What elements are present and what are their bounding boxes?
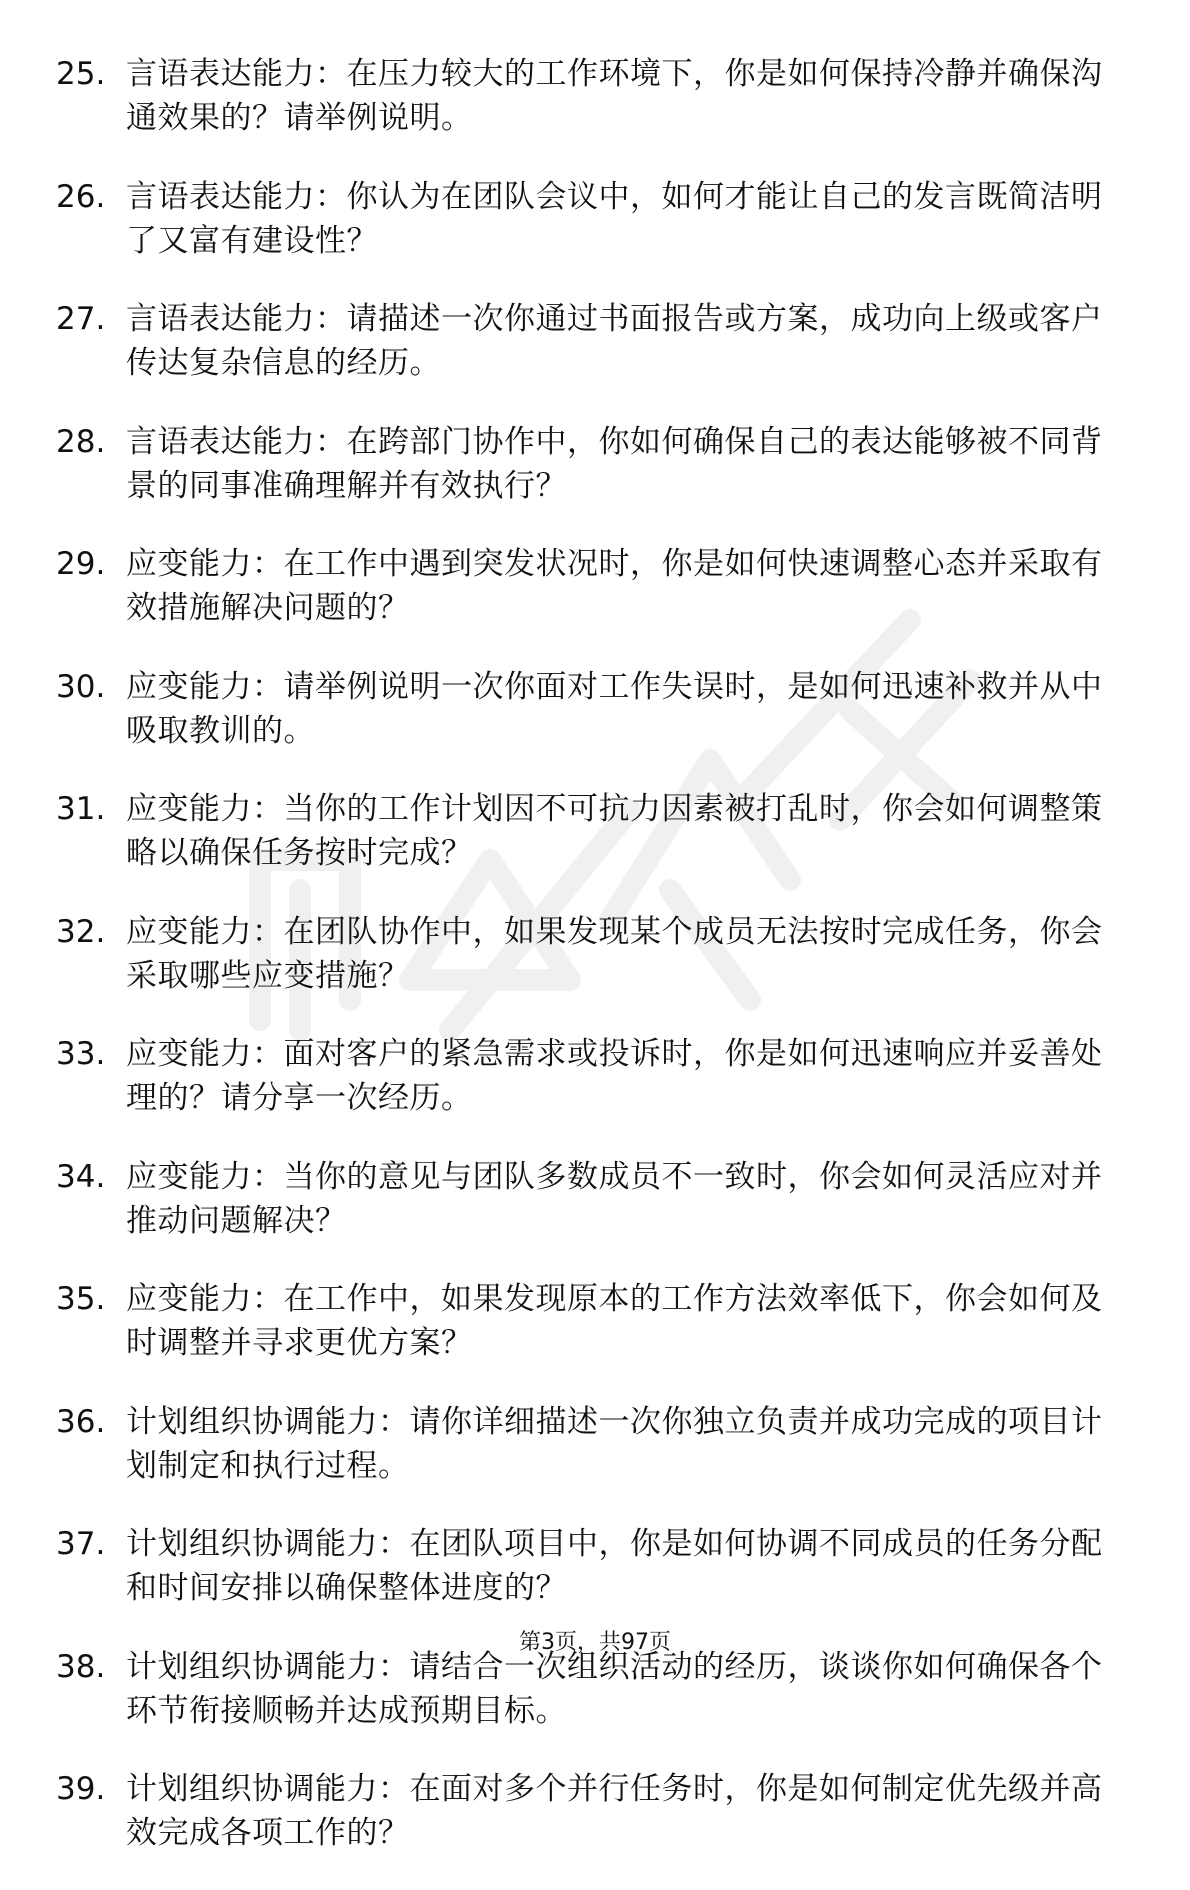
question-number: 39.	[56, 1771, 106, 1807]
question-text: 应变能力：面对客户的紧急需求或投诉时，你是如何迅速响应并妥善处理的？请分享一次经历。	[126, 1036, 1103, 1116]
question-item	[56, 1155, 1116, 1243]
question-text: 言语表达能力：你认为在团队会议中，如何才能让自己的发言既简洁明了又富有建设性？	[126, 178, 1103, 259]
question-number: 32.	[56, 913, 106, 950]
question-item	[56, 175, 1116, 263]
question-item	[56, 1400, 1116, 1488]
question-item	[56, 297, 1116, 385]
question-number: 31.	[56, 791, 106, 827]
question-item	[56, 1032, 1116, 1120]
question-list	[56, 52, 1116, 1890]
question-item	[56, 910, 1116, 998]
question-item	[56, 420, 1116, 508]
question-number: 28.	[56, 423, 106, 460]
question-text: 应变能力：在团队协作中，如果发现某个成员无法按时完成任务，你会采取哪些应变措施？	[126, 913, 1103, 994]
question-number: 26.	[56, 178, 106, 215]
question-number: 27.	[56, 301, 106, 337]
question-text: 言语表达能力：请描述一次你通过书面报告或方案，成功向上级或客户传达复杂信息的经历。	[126, 301, 1103, 381]
question-text: 计划组织协调能力：在面对多个并行任务时，你是如何制定优先级并高效完成各项工作的？	[126, 1771, 1103, 1851]
question-item	[56, 52, 1116, 140]
question-number: 33.	[56, 1036, 106, 1072]
question-item	[56, 665, 1116, 753]
question-text: 应变能力：当你的意见与团队多数成员不一致时，你会如何灵活应对并推动问题解决？	[126, 1158, 1103, 1239]
question-number: 34.	[56, 1158, 106, 1195]
question-number: 25.	[56, 56, 106, 92]
question-text: 言语表达能力：在跨部门协作中，你如何确保自己的表达能够被不同背景的同事准确理解并有效执行？	[126, 423, 1103, 504]
question-text: 计划组织协调能力：请结合一次组织活动的经历，谈谈你如何确保各个环节衔接顺畅并达成预期目标。	[126, 1648, 1103, 1729]
question-number: 35.	[56, 1281, 106, 1317]
question-item	[56, 1645, 1116, 1733]
question-number: 38.	[56, 1648, 106, 1685]
question-item	[56, 1277, 1116, 1365]
question-text: 计划组织协调能力：请你详细描述一次你独立负责并成功完成的项目计划制定和执行过程。	[126, 1403, 1103, 1484]
question-text: 言语表达能力：在压力较大的工作环境下，你是如何保持冷静并确保沟通效果的？请举例说明。	[126, 56, 1103, 136]
question-number: 36.	[56, 1403, 106, 1440]
question-number: 37.	[56, 1526, 106, 1562]
question-item	[56, 787, 1116, 875]
question-text: 应变能力：请举例说明一次你面对工作失误时，是如何迅速补救并从中吸取教训的。	[126, 668, 1103, 749]
question-text: 应变能力：当你的工作计划因不可抗力因素被打乱时，你会如何调整策略以确保任务按时完成？	[126, 791, 1103, 871]
question-text: 应变能力：在工作中遇到突发状况时，你是如何快速调整心态并采取有效措施解决问题的？	[126, 546, 1103, 626]
question-text: 应变能力：在工作中，如果发现原本的工作方法效率低下，你会如何及时调整并寻求更优方案？	[126, 1281, 1103, 1361]
question-number: 30.	[56, 668, 106, 705]
question-text: 计划组织协调能力：在团队项目中，你是如何协调不同成员的任务分配和时间安排以确保整体进度的？	[126, 1526, 1103, 1606]
page-number-footer: 第3页，共97页	[519, 1630, 671, 1655]
question-item	[56, 542, 1116, 630]
question-item	[56, 1522, 1116, 1610]
question-item	[56, 1767, 1116, 1855]
question-number: 29.	[56, 546, 106, 582]
